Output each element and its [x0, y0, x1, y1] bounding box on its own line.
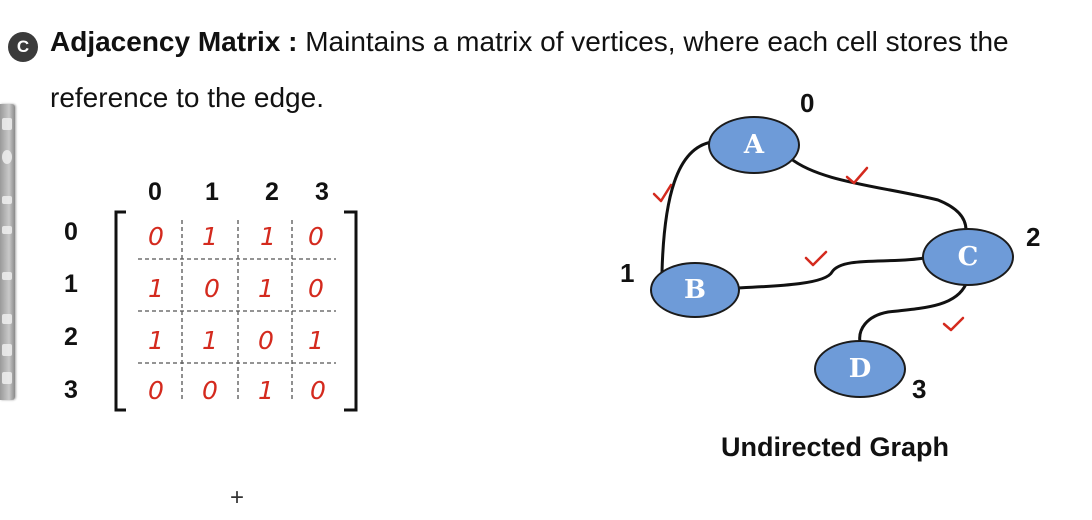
node-index-b: 1: [620, 258, 635, 288]
matrix-cell: 1: [258, 274, 274, 303]
node-index-c: 2: [1026, 222, 1041, 252]
heading-description: Maintains a matrix of vertices, where each cell stores the: [297, 26, 1009, 57]
matrix-cell: 0: [258, 326, 274, 355]
matrix-cell: 0: [310, 376, 326, 405]
term-adjacency-matrix: Adjacency Matrix :: [50, 26, 298, 57]
edge-a-c: [790, 158, 966, 230]
matrix-cell: 0: [204, 274, 220, 303]
graph-node-d: D: [814, 340, 906, 398]
matrix-cell: 1: [308, 326, 324, 355]
matrix-row-header: 1: [64, 270, 78, 298]
matrix-cell: 0: [202, 376, 218, 405]
edge-c-d: [860, 284, 966, 342]
check-mark-icon: [944, 318, 963, 330]
graph-node-b: B: [650, 262, 740, 318]
matrix-cell: 1: [148, 274, 164, 303]
matrix-col-header: 3: [315, 178, 329, 206]
node-index-a: 0: [800, 88, 815, 118]
crosshair-cursor-icon: +: [230, 484, 245, 511]
matrix-cell: 1: [202, 326, 218, 355]
graph-node-a: A: [708, 116, 800, 174]
matrix-col-header: 0: [148, 178, 162, 206]
node-index-d: 3: [912, 374, 927, 404]
matrix-col-header: 1: [205, 178, 219, 206]
matrix-cell: 0: [148, 376, 164, 405]
matrix-cell: 1: [258, 376, 274, 405]
matrix-cell: 0: [308, 274, 324, 303]
matrix-row-header: 3: [64, 376, 78, 404]
check-mark-icon: [847, 168, 867, 183]
graph-node-c: C: [922, 228, 1014, 286]
matrix-cell: 1: [202, 222, 218, 251]
check-mark-icon: [806, 252, 826, 265]
heading-line-2: reference to the edge.: [50, 82, 324, 113]
matrix-cell: 1: [148, 326, 164, 355]
matrix-cell: 0: [148, 222, 164, 251]
matrix-col-header: 2: [265, 178, 279, 206]
edge-a-b: [662, 142, 712, 272]
matrix-cell: 0: [308, 222, 324, 251]
matrix-row-header: 2: [64, 323, 78, 351]
bullet-c-icon: C: [8, 32, 38, 62]
matrix-row-header: 0: [64, 218, 78, 246]
matrix-cell: 1: [260, 222, 276, 251]
graph-title: Undirected Graph: [720, 432, 950, 462]
edge-b-c: [738, 258, 924, 288]
